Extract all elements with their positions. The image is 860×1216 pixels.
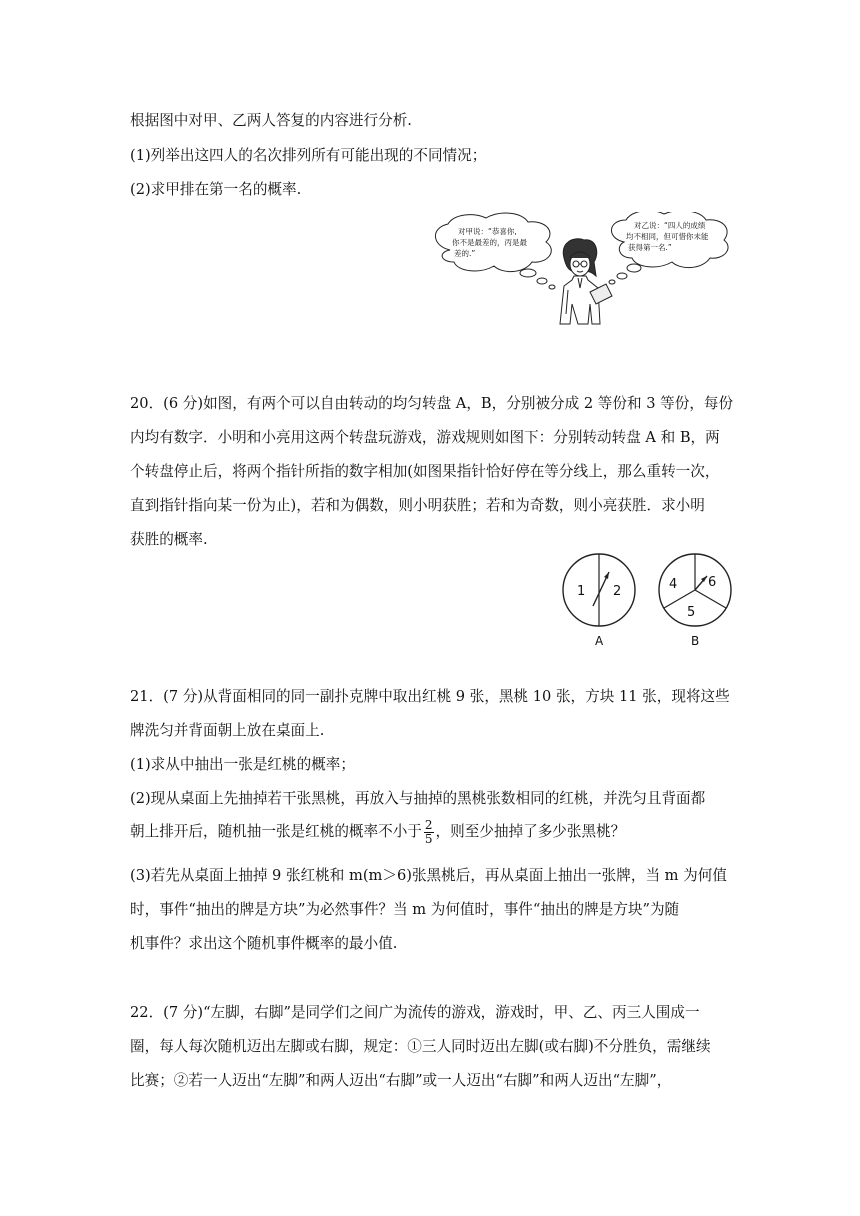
spinner-a-number-1: 1 xyxy=(577,584,586,599)
q21-part2-line1: (2)现从桌面上先抽掉若干张黑桃，再放入与抽掉的黑桃张数相同的红桃，并洗匀且背面都 xyxy=(130,790,706,807)
q21-part2-text-after: ，则至少抽掉了多少张黑桃？ xyxy=(435,823,626,840)
right-bubble-line3: 获得第一名.” xyxy=(628,243,672,252)
q20-line3: 个转盘停止后，将两个指针所指的数字相加(如图果指针恰好停在等分线上，那么重转一次， xyxy=(130,463,720,480)
left-bubble-line1: 对甲说：“恭喜你, xyxy=(458,227,517,236)
q22-line3: 比赛；②若一人迈出“左脚”和两人迈出“右脚”或一人迈出“右脚”和两人迈出“左脚”， xyxy=(130,1072,672,1089)
q19-part2: (2)求甲排在第一名的概率. xyxy=(130,181,302,198)
q21-line1: 21．(7 分)从背面相同的同一副扑克牌中取出红桃 9 张，黑桃 10 张，方块 11 张，现将这些 xyxy=(130,688,730,705)
q21-part3-line1: (3)若先从桌面上抽掉 9 张红桃和 m(m＞6)张黑桃后，再从桌面上抽出一张牌，当 m 为何值 xyxy=(130,867,727,884)
spinner-b-number-5: 5 xyxy=(687,605,696,620)
q21-part1: (1)求从中抽出一张是红桃的概率； xyxy=(130,756,355,773)
left-bubble-line3: 差的.” xyxy=(454,249,476,258)
fraction-numerator: 2 xyxy=(424,817,433,832)
right-bubble-line2: 均不相同，但可惜你未能 xyxy=(626,232,709,241)
teacher-figure-icon xyxy=(560,239,612,324)
q21-part2-text-before: 朝上排开后，随机抽一张是红桃的概率不小于 xyxy=(130,823,422,840)
q20-line4: 直到指针指向某一份为止)，若和为偶数，则小明获胜；若和为奇数，则小亮获胜．求小明 xyxy=(130,497,705,514)
spinner-b xyxy=(659,554,731,648)
spinners-figure xyxy=(555,550,745,650)
spinner-b-number-6: 6 xyxy=(708,575,717,590)
q20-line5: 获胜的概率. xyxy=(130,531,208,548)
q19-intro: 根据图中对甲、乙两人答复的内容进行分析. xyxy=(130,112,412,129)
q22-line2: 圈，每人每次随机迈出左脚或右脚，规定：①三人同时迈出左脚(或右脚)不分胜负，需继续 xyxy=(130,1038,711,1055)
q21-line2: 牌洗匀并背面朝上放在桌面上. xyxy=(130,722,325,739)
spinner-b-number-4: 4 xyxy=(669,577,678,592)
fraction-two-fifths xyxy=(424,819,434,846)
right-bubble-line1: 对乙说：“四人的成绩 xyxy=(634,221,706,230)
left-bubble-line2: 你不是最差的，丙是最 xyxy=(452,238,527,247)
q21-part3-line3: 机事件？求出这个随机事件概率的最小值. xyxy=(130,935,398,952)
spinner-a-number-2: 2 xyxy=(613,584,622,599)
q20-line2: 内均有数字．小明和小亮用这两个转盘玩游戏，游戏规则如图下：分别转动转盘 A 和 B，两 xyxy=(130,429,720,446)
q21-part3-line2: 时，事件“抽出的牌是方块”为必然事件？当 m 为何值时，事件“抽出的牌是方块”为随 xyxy=(130,901,680,918)
spinner-a-label: A xyxy=(595,634,604,648)
q21-part2-line2 xyxy=(130,818,625,846)
q22-line1: 22．(7 分)“左脚，右脚”是同学们之间广为流传的游戏，游戏时，甲、乙、丙三人围成一 xyxy=(130,1004,700,1021)
spinner-b-label: B xyxy=(691,634,700,648)
q20-line1: 20．(6 分)如图，有两个可以自由转动的均匀转盘 A，B，分别被分成 2 等份和 3 等份，每份 xyxy=(130,395,734,412)
q19-part1: (1)列举出这四人的名次排列所有可能出现的不同情况； xyxy=(130,147,487,164)
spinner-a xyxy=(563,554,635,648)
teacher-illustration xyxy=(428,212,738,332)
fraction-denominator: 5 xyxy=(424,831,433,846)
